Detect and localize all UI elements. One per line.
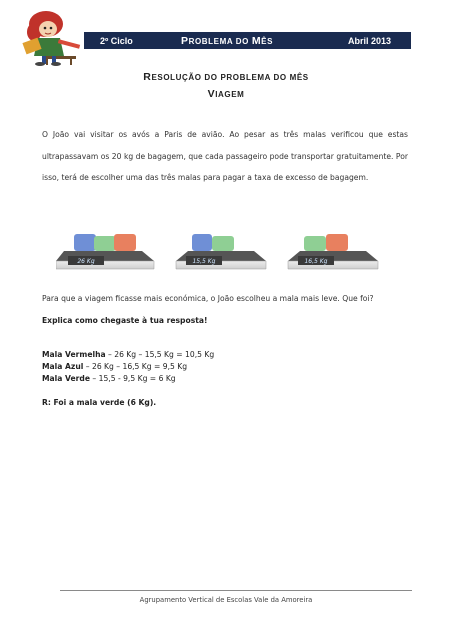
calc-line-green: Mala Verde – 15,5 - 9,5 Kg = 6 Kg xyxy=(42,374,176,383)
school-cycle-label: 2º Ciclo xyxy=(100,35,133,46)
red-suitcase-icon xyxy=(326,234,348,251)
green-suitcase-icon xyxy=(212,236,234,251)
blue-suitcase-icon xyxy=(74,234,96,251)
scale-2 xyxy=(176,234,266,269)
green-suitcase-icon xyxy=(304,236,326,251)
instruction-text: Explica como chegaste à tua resposta! xyxy=(42,316,208,325)
footer-text: Agrupamento Vertical de Escolas Vale da Amoreira xyxy=(139,596,313,604)
problem-text: O João vai visitar os avós a Paris de avião. Ao pesar as três malas verificou que estas ultrapassavam os 20 kg de bagagem, que cada passageiro pode transportar gratuitamente. Por isso, terá de escolher uma das três malas para pagar a taxa de excesso de bagagem. xyxy=(42,130,408,182)
header-date: Abril 2013 xyxy=(347,35,391,46)
scale-1 xyxy=(56,234,154,269)
scales-illustration xyxy=(56,217,416,275)
header-bar xyxy=(84,32,411,49)
scale-1-reading: 26 Kg xyxy=(77,258,95,265)
header-title: PROBLEMA DO MÊS xyxy=(181,34,274,47)
title-line-1: RESOLUÇÃO DO PROBLEMA DO MÊS xyxy=(143,71,309,83)
scale-3 xyxy=(288,234,378,269)
calc-line-blue: Mala Azul – 26 Kg – 16,5 Kg = 9,5 Kg xyxy=(42,362,188,371)
question-text: Para que a viagem ficasse mais económica, o João escolheu a mala mais leve. Que foi? xyxy=(42,294,374,303)
green-suitcase-icon xyxy=(94,236,116,251)
school-mascot-logo xyxy=(20,8,90,66)
answer-text: R: Foi a mala verde (6 Kg). xyxy=(42,398,157,407)
title-line-2: VIAGEM xyxy=(207,88,245,100)
scale-3-reading: 16,5 Kg xyxy=(304,258,328,265)
scale-2-reading: 15,5 Kg xyxy=(192,258,216,265)
calc-line-red: Mala Vermelha – 26 Kg – 15,5 Kg = 10,5 Kg xyxy=(42,350,215,359)
red-suitcase-icon xyxy=(114,234,136,251)
calculations xyxy=(42,349,214,385)
blue-suitcase-icon xyxy=(192,234,212,251)
footer-divider xyxy=(60,590,412,591)
document-title xyxy=(0,70,452,102)
